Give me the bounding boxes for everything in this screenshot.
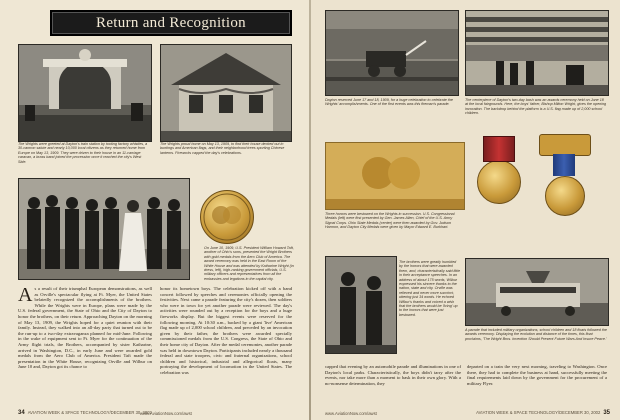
photo-decorated-house: [160, 44, 292, 142]
caption-arch: The Wrights were greeted at Dayton's train station by tooting factory whistles, a 30-cannon salute and nearly 10,000 local citizens as they returned home from Europe on May 13, 1909. They were driven to their house in an 11-carriage caravan, a brass band joined the procession once it reached the city's West Side.: [18, 142, 148, 164]
right-body-col2: departed on a train the very next morning, traveling to Washington. Once there, they had to complete the business at hand, successfully meeting the final requirements laid down by the government for the procurement of a military Flyer.: [467, 364, 607, 386]
left-body-col2: honor its hometown boys. The celebration kicked off with a band concert followed by speeches and ceremonies officially opening the festivities. Next came a parade featuring the city's dozen, then soldiers who were in town for yet another parade were reviewed. The day's activities were rounded out by a reception for the boys and a huge fireworks display. But the biggest events were reserved for the following morning. At 10:30 a.m., backed by a giant 'live' American flag made up of 2,000 school children, and preceded by an invocation given by their father, the brothers were awarded specially commissioned medals from the U.S. Congress, the State of Ohio and their home city of Dayton. After the medal ceremonies, another parade was held in downtown Dayton. Participants included nearly a thousand federal and state troopers, civic and fraternal organizations, school children and historical, industrial and allegorical floats, many portraying the development of locomotion in the United States. The celebration was: [160, 286, 292, 375]
photo-white-house-ceremony: [18, 178, 190, 280]
photo-living-flag: [465, 10, 609, 96]
left-page: [0, 0, 309, 420]
photo-fireman-parade: [325, 10, 459, 96]
dayton-medal-bar: [539, 134, 591, 156]
right-body-col1: capped that evening by an automobile parade and illuminations in one of Dayton's local parks. Characteristically, the boys didn't tarry after the events, nor take more than a moment to bask in their own glory. With a no-nonsense determination, they: [325, 364, 461, 386]
caption-parade: Dayton reserved June 17 and 18, 1909, for a huge celebration to celebrate the Wrights' accomplishments. One of the first events was this fireman's parade.: [325, 98, 453, 107]
left-footer-url: www.AviationNow.com/awst: [140, 411, 192, 416]
ohio-medal-ribbon: [483, 136, 515, 162]
right-footer: AVIATION WEEK & SPACE TECHNOLOGY/DECEMBER 30, 2002 35: [476, 410, 610, 416]
caption-float: A parade that included military organizations, school children and 18 floats followed the awards ceremony. Displaying the evolution and distance of the times, this float proclaims, 'The Wright Bros. Invention Should Present Future Wars And Insure Peace.': [465, 328, 607, 341]
ohio-state-medal: [477, 160, 521, 204]
aero-club-gold-medal: [200, 190, 254, 244]
photo-welcome-arch: [18, 44, 152, 142]
drop-cap: A: [18, 284, 33, 306]
right-page: [311, 0, 620, 420]
caption-flag: The centerpiece of Dayton's two-day bash was an awards ceremony held on June 18 at the local fairgrounds. Here, the boys' father, Bishop Milton Wright, gives the opening invocation. The backdrop behind the platform is a U.S. flag made up of 2,000 school children.: [465, 98, 607, 116]
caption-brothers: The brothers were greatly humbled by the honors that were awarded them, and, characteristically said little in their acceptance speeches. In an address of about 175 words, Wilbur expressed his sincere thanks to the nation, state and city. Orville was relieved and never more succinct, uttering just 34 words. He echoed Wilbur's thanks and voiced a wish that the brothers would be 'living' up to the honors that were just bestowed.: [399, 260, 461, 317]
dayton-medal-ribbon: [553, 154, 575, 176]
caption-house: The Wrights proud home on May 13, 1909, to find their house decked out in buntings and American flags, and their neighborhood trees sporting Chinese lanterns. Fireworks capped the day's celebrations.: [160, 142, 285, 155]
dayton-city-medal: [545, 176, 585, 216]
photo-congressional-medal: [325, 142, 465, 210]
section-title: Return and Recognition: [50, 10, 292, 36]
photo-parade-float: [465, 258, 609, 326]
left-body-col1: As a result of their triumphal European demonstrations, as well as Orville's spectacular flying at Ft. Myer, the United States belatedly recognized the accomplishments of the brothers. While the Wrights were in Europe, plans were made by the U.S. federal government, the State of Ohio and the City of Dayton to honor the brothers, on their return. Approaching Dayton on the morning of May 13, 1909, the Wrights hoped for a quiet reunion with their family. Instead, they walked into an all-day party that turned out to be the run-up to a two-day extravaganza planned for mid-June. Following in the wake of equipment sent to Ft. Myer for the continuation of the Army flight trials, the Brothers, accompanied by sister Katharine, arrived in Washington, D.C., in early June and were awarded gold medals from the Aero Club of America. President Taft made the presentation in the White House, recognizing Orville and Wilbur on June 10 and, Dayton got its chance to: [18, 284, 152, 370]
caption-medals: Three honors were bestowed on the Wrights in succession. U.S. Congressional Medals (left) were first presented by Gen. James Allen, Chief of the U.S. Army Signal Corps. Ohio State Medals (center) were then awarded by Gov. Judson Harmon, and Dayton City Medals were given by Mayor Edward E. Burkhart.: [325, 212, 455, 230]
caption-medal: On June 10, 1909, U.S. President William Howard Taft, another of Ohio's sons, presented the Wright Brothers with gold medals from the Aero Club of America. The award ceremony was held in the East Room of the White House and was attended by Katharine Wright (in dress, left), high-ranking government officials, U.S. military officers and representatives from all the embassies and legations in the capital city.: [204, 246, 294, 281]
photo-brothers-speeches: [325, 256, 397, 354]
left-footer: 34 AVIATION WEEK & SPACE TECHNOLOGY/DECEMBER 30, 2002: [18, 410, 152, 416]
right-footer-url: www.AviationNow.com/awst: [325, 411, 377, 416]
